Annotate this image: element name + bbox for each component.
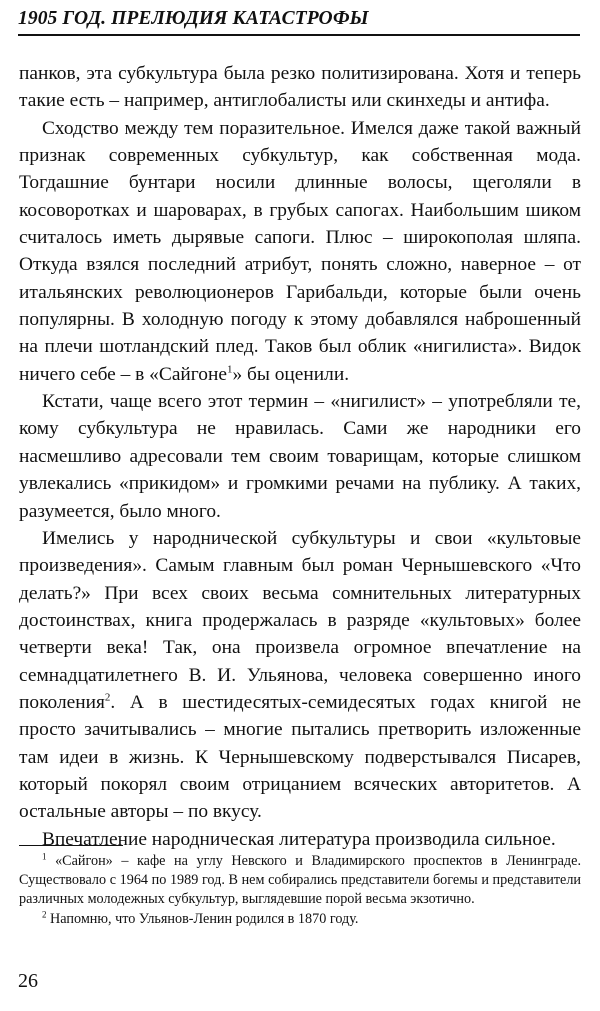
footnote-2 (19, 910, 581, 929)
paragraph-2 (19, 115, 581, 388)
page-number: 26 (18, 970, 38, 992)
paragraph-1: панков, эта субкультура была резко политизирована. Хотя и теперь такие есть – например, антиглобалисты или скинхеды и антифа. (19, 63, 581, 112)
footnote-mark-1: 1 (42, 851, 47, 862)
running-header (18, 8, 580, 36)
paragraph-4-text: Имелись у народнической субкультуры и свои «культовые произведения». Самым главным был роман Чернышевского «Что делать?» При всех своих весьма сомнительных литературных достоинствах, книга продержалась в разряде «культовых» более четверти века! Так, она произвела огромное впечатление на семнадцатилетнего В. И. Ульянова, человека совершенно иного поколения (19, 527, 581, 713)
footnote-1-text: «Сайгон» – кафе на углу Невского и Владимирского проспектов в Ленинграде. Существовало с 1964 по 1989 год. В нем собирались представители богемы и представители различных молодежных субкультур, выглядевшие порой весьма экзотично. (19, 853, 581, 908)
paragraph-5: Впечатление народническая литература производила сильное. (42, 828, 556, 850)
paragraph-4 (19, 525, 581, 826)
footnote-divider (19, 845, 123, 846)
paragraph-3: Кстати, чаще всего этот термин – «нигилист» – употребляли те, кому субкультура не нравилась. Сами же народники его насмешливо адресовали тем своим товарищам, которые слишком увлекались «прикидом» и громкими речами на публику. А таких, разумеется, было много. (19, 391, 581, 522)
header-title: 1905 ГОД. ПРЕЛЮДИЯ КАТАСТРОФЫ (18, 8, 369, 29)
footnotes (19, 852, 581, 929)
paragraph-2-tail: » бы оценили. (232, 363, 350, 385)
footnote-ref-1[interactable]: 1 (226, 363, 233, 376)
footnote-ref-2[interactable]: 2 (104, 691, 111, 704)
footnote-mark-2: 2 (42, 908, 47, 919)
footnote-1 (19, 852, 581, 910)
footnote-2-text: Напомню, что Ульянов-Ленин родился в 1870 году. (46, 910, 359, 927)
main-text (19, 60, 581, 853)
paragraph-4-tail: . А в шестидесятых-семидесятых годах книгой не просто зачитывались – многие пытались претворить изложенные там идеи в жизнь. К Чернышевскому подверстывался Писарев, который покорял своим отрицанием всяческих авторитетов. А остальные авторы – по вкусу. (19, 691, 581, 823)
paragraph-2-text: Сходство между тем поразительное. Имелся даже такой важный признак современных субкультур, как собственная мода. Тогдашние бунтари носили длинные волосы, щеголяли в косоворотках и шароварах, в грубых сапогах. Наибольшим шиком считалось иметь дырявые сапоги. Плюс – широкополая шляпа. Откуда взялся последний атрибут, понять сложно, наверное – от итальянских революционеров Гарибальди, которые были очень популярны. В холодную погоду к этому добавлялся наброшенный на плечи шотландский плед. Таков был облик «нигилиста». Видок ничего себе – в «Сайгоне (19, 117, 581, 385)
